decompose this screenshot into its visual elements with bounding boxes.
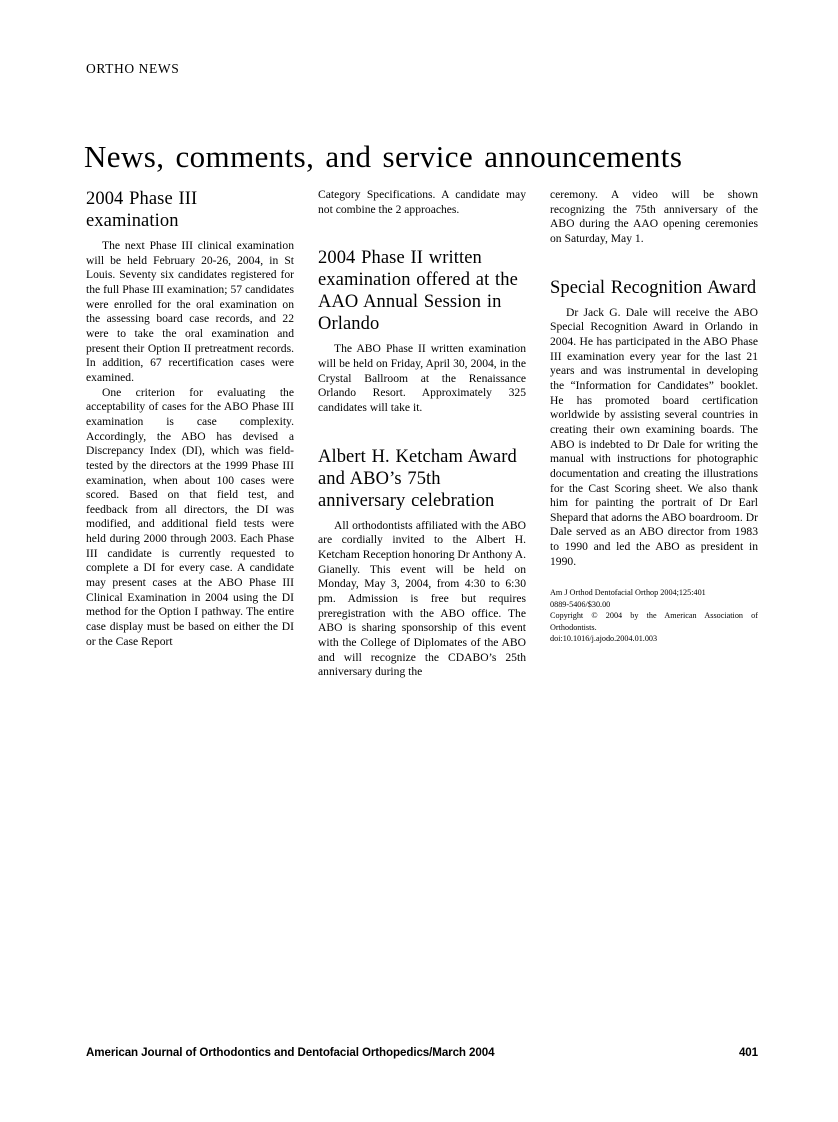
section-heading-special-recognition-award: Special Recognition Award xyxy=(550,277,757,298)
footer-page-number: 401 xyxy=(738,1046,758,1059)
citation-copyright: Copyright © 2004 by the American Association of Orthodontists. xyxy=(550,611,758,632)
citation-issn-price: 0889-5406/$30.00 xyxy=(550,599,611,609)
column-3 xyxy=(550,188,758,680)
paragraph: One criterion for evaluating the acceptability of cases for the ABO Phase III examination is case complexity. Accordingly, the ABO has devised a Discrepancy Index (DI), which was field-tested by the directors at the 1999 Phase III examination, when about 100 cases were scored. Based on that field test, and feedback from all directors, the DI was modified, and additional field tests were held during 2000 through 2003. Each Phase III candidate is currently requested to complete a DI for every case. A candidate may present cases at the ABO Phase III Clinical Examination in 2004 using the DI method for the Option I pathway. The entire case display must be based on either the DI or the Case Report xyxy=(86,385,294,648)
citation-block xyxy=(550,587,758,644)
column-2 xyxy=(318,188,526,680)
paragraph: Dr Jack G. Dale will receive the ABO Special Recognition Award in Orlando in 2004. He has participated in the ABO Phase III examination every year for the last 21 years and was instrumental in developing the “Information for Candidates” booklet. He has promoted board certification worldwide by assisting several countries in creating their own examining boards. The ABO is indebted to Dr Dale for writing the manual with instructions for photographic documentation and creating the illustrations for the Cast Scoring sheet. We also thank him for painting the portrait of Dr Earl Shepard that adorns the ABO boardroom. Dr Dale served as an ABO director from 1983 to 1990 and led the ABO as president in 1990. xyxy=(550,305,758,568)
footer-journal-line: American Journal of Orthodontics and Dentofacial Orthopedics/March 2004 xyxy=(86,1046,495,1059)
paragraph-continued: Category Specifications. A candidate may not combine the 2 approaches. xyxy=(318,188,526,216)
citation-source: Am J Orthod Dentofacial Orthop 2004;125:401 xyxy=(550,588,706,598)
page-footer xyxy=(86,1046,758,1059)
page-title: News, comments, and service announcements xyxy=(84,138,683,174)
section-heading-albert-h-ketcham-award: Albert H. Ketcham Award and ABO’s 75th anniversary celebration xyxy=(318,446,517,511)
paragraph: The ABO Phase II written examination will be held on Friday, April 30, 2004, in the Crystal Ballroom at the Renaissance Orlando Resort. Approximately 325 candidates will take it. xyxy=(318,342,526,414)
paragraph: All orthodontists affiliated with the ABO are cordially invited to the Albert H. Ketcham Reception honoring Dr Anthony A. Gianelly. This event will be held on Monday, May 3, 2004, from 4:30 to 6:30 pm. Admission is free but requires preregistration with the ABO office. The ABO is sharing sponsorship of this event with the College of Diplomates of the ABO and will recognize the CDABO’s 25th anniversary during the xyxy=(318,518,527,679)
section-heading-2004-phase-ii-written-examination: 2004 Phase II written examination offered at the AAO Annual Session in Orlando xyxy=(318,248,518,335)
section-heading-2004-phase-iii-examination: 2004 Phase III examination xyxy=(86,189,198,231)
section-kicker: ORTHO NEWS xyxy=(86,61,180,76)
column-1 xyxy=(86,188,294,680)
paragraph-continued: ceremony. A video will be shown recognizing the 75th anniversary of the ABO during the AAO opening ceremonies on Saturday, May 1. xyxy=(550,188,758,245)
article-columns xyxy=(86,188,758,680)
citation-doi: doi:10.1016/j.ajodo.2004.01.003 xyxy=(550,634,658,644)
paragraph: The next Phase III clinical examination will be held February 20-26, 2004, in St Louis. Seventy six candidates registered for the full Phase III examination; 57 candidates were enrolled for the oral examination on the assessing board case records, and 22 were to take the oral examination and present their Option II pretreatment records. In addition, 67 recertification cases were examined. xyxy=(86,239,294,384)
